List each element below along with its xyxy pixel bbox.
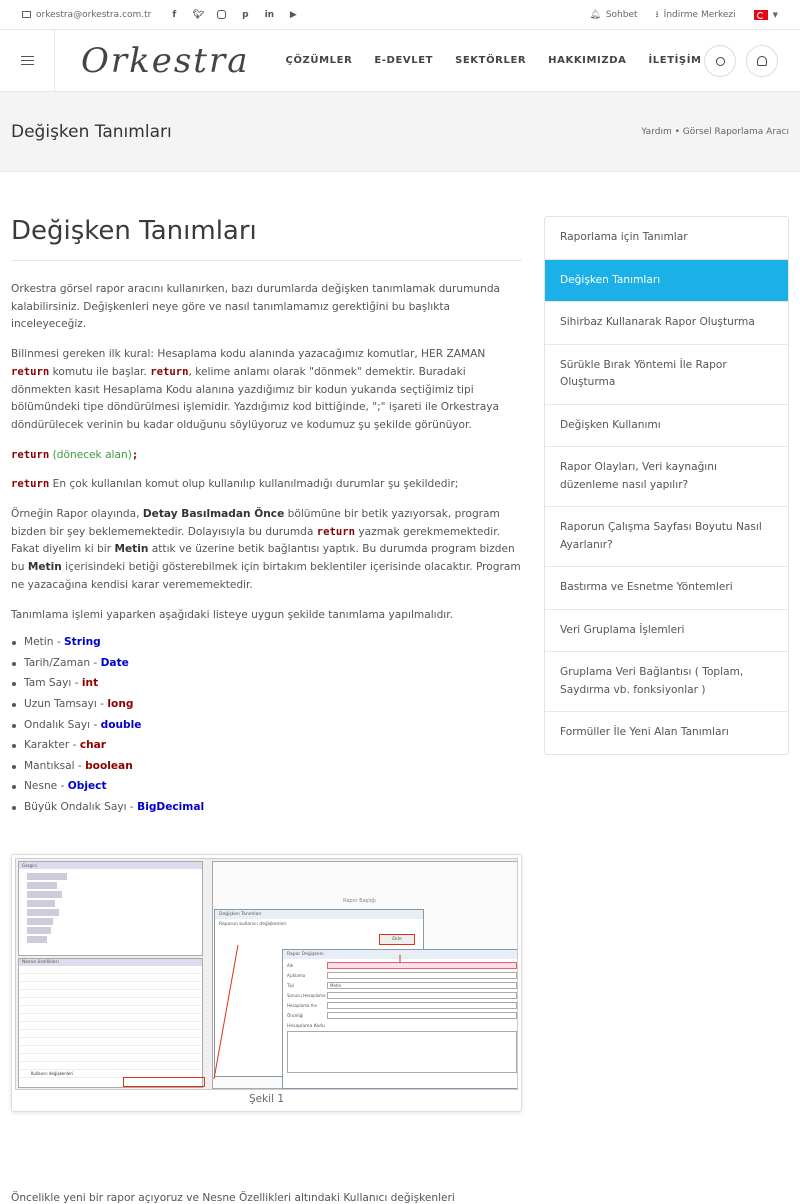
type-label: Mantıksal - xyxy=(24,759,86,772)
keyword: return xyxy=(316,525,356,538)
sidebar-item[interactable]: Formüller İle Yeni Alan Tanımları xyxy=(560,726,729,738)
type-name: long xyxy=(107,698,134,711)
user-vars-row: Kullanıcı değişkenleri xyxy=(19,1070,202,1078)
intro-paragraph: Orkestra görsel rapor aracını kullanırken, bazı durumlarda değişken tanımlamak durumunda kalabilirsiniz. Değişkenleri neye göre ve nasıl tanımlamamız gerektiğini bu başlıkta inceleyeceğiz. xyxy=(11,283,501,331)
type-list-item xyxy=(11,653,522,674)
article-heading: Değişken Tanımları xyxy=(11,216,522,261)
type-list-item xyxy=(11,715,522,736)
list-intro: Tanımlama işlemi yaparken aşağıdaki listeye uygun şekilde tanımlama yapılmalıdır. xyxy=(11,608,454,621)
caret-down-icon: ▼ xyxy=(772,11,778,19)
youtube-icon[interactable]: ▶ xyxy=(289,9,297,20)
sidebar-item[interactable]: Değişken Tanımları xyxy=(545,260,788,303)
chat-label: Sohbet xyxy=(605,10,638,20)
page-title-bar xyxy=(0,92,800,172)
article xyxy=(11,216,522,1112)
properties-title: Nesne özellikleri xyxy=(19,959,202,966)
type-list-item xyxy=(11,673,522,694)
email-text: orkestra@orkestra.com.tr xyxy=(36,9,152,20)
sidebar-item[interactable]: Gruplama Veri Bağlantısı ( Toplam, Saydırma vb. fonksiyonlar ) xyxy=(545,652,788,712)
linkedin-icon[interactable]: in xyxy=(264,9,275,20)
envelope-icon xyxy=(22,11,31,18)
code-example xyxy=(11,447,522,465)
main-nav xyxy=(286,55,702,66)
arrows xyxy=(16,859,518,1090)
keyword: return xyxy=(11,365,50,378)
text: attık ve üzerine betik bağlantısı yaptık. Bu durumda program bizden bu xyxy=(11,543,515,574)
type-list-item xyxy=(11,776,522,797)
sidebar-item[interactable]: Sürükle Bırak Yöntemi İle Rapor Oluşturma xyxy=(545,345,788,405)
text: bölümüne bir betik yazıyorsak, program bizden bir şey beklememektedir. Dolayısıyla bu durumda xyxy=(11,508,500,538)
download-label: İndirme Merkezi xyxy=(663,10,736,20)
dialog2-title: Rapor Değişkeni xyxy=(283,950,518,959)
code-label: Hesaplama Kodu xyxy=(287,1023,325,1029)
report-header-label: Rapor Başlığı xyxy=(343,897,376,904)
type-name: String xyxy=(64,636,101,649)
semicolon: ; xyxy=(131,448,139,461)
code-comment: (dönecek alan) xyxy=(49,448,132,461)
type-label: Tarih/Zaman - xyxy=(24,656,101,669)
field-label: Önceliği xyxy=(287,1013,304,1019)
field-label: Hesaplama Anı xyxy=(287,1003,318,1009)
type-list-item xyxy=(11,756,522,777)
arrow-line xyxy=(214,945,238,1079)
search-button[interactable] xyxy=(704,45,736,77)
field-label: Adı xyxy=(287,963,294,969)
text: Bilinmesi gereken ilk kural: Hesaplama kodu alanında yazacağımız komutlar, HER ZAMAN xyxy=(11,348,486,361)
type-label: Tam Sayı - xyxy=(24,677,82,690)
sidebar-item[interactable]: Raporun Çalışma Sayfası Boyutu Nasıl Ayarlanır? xyxy=(545,507,788,567)
nav-item-solutions[interactable]: ÇÖZÜMLER xyxy=(285,55,353,66)
search-icon xyxy=(716,57,725,66)
page-title: Değişken Tanımları xyxy=(11,121,172,142)
main-header xyxy=(0,30,800,92)
type-list-item xyxy=(11,694,522,715)
turkey-flag-icon xyxy=(754,10,768,20)
figure-caption: Şekil 1 xyxy=(248,1092,285,1105)
bold-text: Metin xyxy=(27,561,62,574)
type-name: char xyxy=(79,739,107,752)
download-center-link[interactable] xyxy=(656,7,736,23)
menu-button[interactable] xyxy=(0,30,55,92)
breadcrumb[interactable]: Yardım • Görsel Raporlama Aracı xyxy=(641,126,789,137)
sidebar-item[interactable]: Bastırma ve Esnetme Yöntemleri xyxy=(545,567,788,610)
type-name: double xyxy=(100,718,142,731)
keyword: return xyxy=(150,365,189,378)
chat-link[interactable] xyxy=(589,10,637,20)
add-button[interactable]: Ekle xyxy=(379,934,415,945)
keyword: return xyxy=(11,448,50,461)
bell-icon: 🔔︎ xyxy=(589,10,601,20)
figure xyxy=(11,854,522,1112)
pinterest-icon[interactable]: p xyxy=(242,9,249,20)
sidebar-item[interactable]: Veri Gruplama İşlemleri xyxy=(545,610,788,653)
user-button[interactable] xyxy=(746,45,778,77)
type-list-item xyxy=(11,797,522,818)
next-paragraph: Öncelikle yeni bir rapor açıyoruz ve Nesne Özellikleri altındaki Kullanıcı değişkenleri xyxy=(11,1192,455,1204)
type-name: Date xyxy=(100,656,129,669)
dialog-title: Değişken Tanımları xyxy=(215,910,423,919)
text: , kelime anlamı olarak "dönmek" demektir. Buradaki dönmekten kasıt Hesaplama Kodu alanına yazdığımız bir kodun yukarıda seçtiğimiz tipi bölümündeki tipe döndürülmesi işlemidir. Yazdığımız kod bittiğinde, ";" işareti ile Orkestraya döndürülecek verinin bu kadar olduğunu söylüyoruz ve kodumuz şu şekilde görünüyor. xyxy=(11,365,499,431)
rule-paragraph xyxy=(11,346,522,435)
sidebar-menu xyxy=(544,216,789,755)
sidebar-item[interactable]: Rapor Olayları, Veri kaynağını düzenleme nasıl yapılır? xyxy=(545,447,788,507)
text: içerisindeki betiği gösterebilmek için birtakım beklentiler içerisinde olacaktır. Program ne yazacağına kendisi karar verememektedir. xyxy=(11,561,521,591)
nav-item-contact[interactable]: İLETİŞİM xyxy=(648,55,702,66)
keyword: return xyxy=(11,478,50,491)
facebook-icon[interactable]: f xyxy=(172,9,177,20)
type-label: Metin - xyxy=(24,636,65,649)
email-link[interactable] xyxy=(22,10,151,20)
nav-item-e-devlet[interactable]: E-DEVLET xyxy=(374,55,434,66)
type-name: boolean xyxy=(85,759,133,772)
type-list xyxy=(11,632,522,817)
return-paragraph xyxy=(11,476,522,494)
type-name: BigDecimal xyxy=(137,801,205,813)
download-icon: ⭳ xyxy=(655,10,659,20)
bold-text: Metin xyxy=(114,543,149,556)
field-input[interactable]: Metin xyxy=(327,982,517,989)
top-bar xyxy=(0,0,800,30)
field-label: Tipi xyxy=(287,983,295,989)
user-icon xyxy=(757,56,767,66)
screenshot-image xyxy=(15,858,518,1090)
dialog-label: Raporun kullanıcı değişkenleri xyxy=(219,921,287,927)
type-list-item xyxy=(11,735,522,756)
instagram-icon[interactable] xyxy=(217,10,226,19)
type-label: Nesne - xyxy=(24,780,68,793)
language-selector[interactable] xyxy=(754,10,778,20)
sidebar-item[interactable]: Raporlama için Tanımlar xyxy=(545,217,788,260)
sidebar-item[interactable]: Değişken Kullanımı xyxy=(545,405,788,448)
hamburger-icon xyxy=(21,60,34,62)
text: En çok kullanılan komut olup kullanılıp kullanılmadığı durumlar şu şekildedir; xyxy=(49,478,459,491)
text: komutu ile başlar. xyxy=(49,365,151,378)
nav-item-about[interactable]: HAKKIMIZDA xyxy=(548,55,627,66)
nav-item-sectors[interactable]: SEKTÖRLER xyxy=(455,55,527,66)
explorer-title: Gezgini xyxy=(19,862,202,869)
type-label: Büyük Ondalık Sayı - xyxy=(24,801,138,813)
type-label: Ondalık Sayı - xyxy=(24,718,101,731)
social-links xyxy=(169,10,298,20)
example-paragraph xyxy=(11,506,522,595)
type-label: Uzun Tamsayı - xyxy=(24,698,108,711)
text: yazmak gerekmemektedir. Fakat diyelim ki bir xyxy=(11,525,500,556)
bold-text: Detay Basılmadan Önce xyxy=(142,508,285,521)
type-name: Object xyxy=(67,780,107,793)
sidebar-item[interactable]: Sihirbaz Kullanarak Rapor Oluşturma xyxy=(545,302,788,345)
type-name: int xyxy=(81,677,99,690)
type-list-item xyxy=(11,632,522,653)
text: Örneğin Rapor olayında, xyxy=(11,508,143,521)
type-label: Karakter - xyxy=(24,739,80,752)
field-label: Sonucu Hesaplama xyxy=(287,993,326,999)
field-label: Açıklama xyxy=(287,973,306,979)
twitter-icon[interactable]: 🐦︎ xyxy=(192,9,205,20)
logo[interactable]: Orkestra xyxy=(81,40,250,81)
